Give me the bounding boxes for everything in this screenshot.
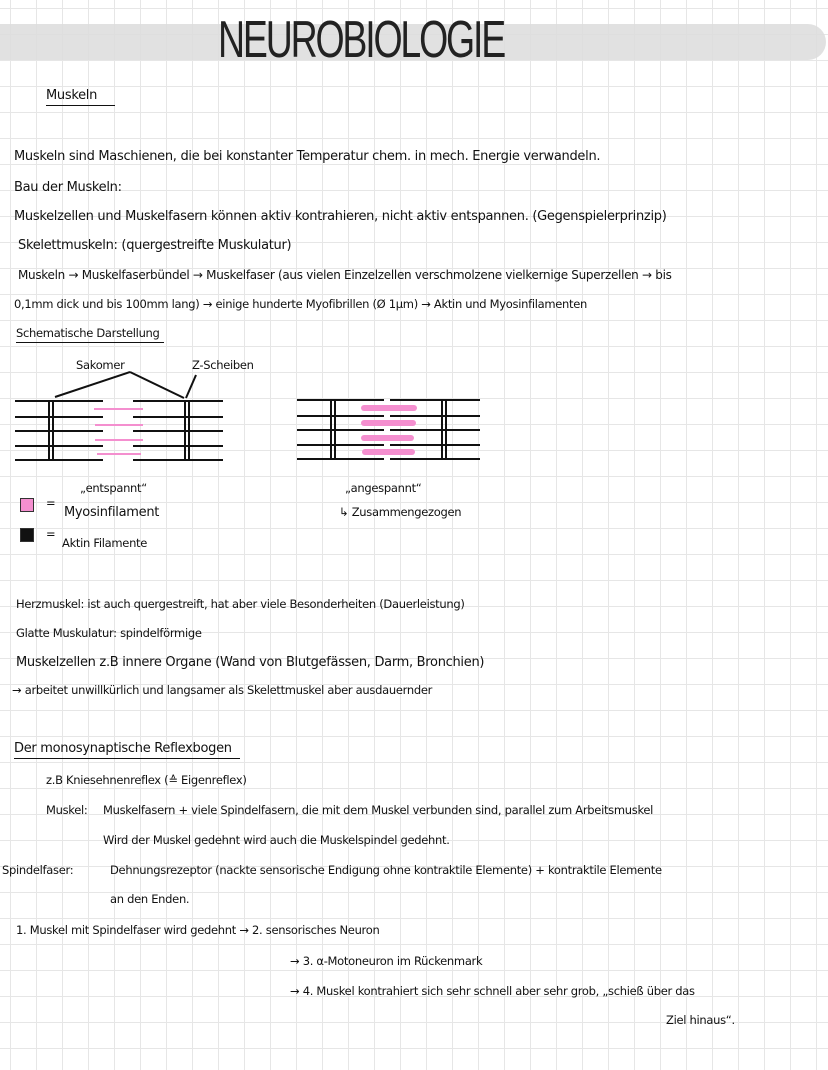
text-line: Bau der Muskeln: (14, 180, 122, 195)
text-line: 0,1mm dick und bis 100mm lang) → einige hunderte Myofibrillen (Ø 1µm) → Aktin und Myosinfilamenten (14, 297, 587, 311)
text-line: Muskelzellen und Muskelfasern können aktiv kontrahieren, nicht aktiv entspannen. (Gegenspielerprinzip) (14, 209, 667, 224)
pointer-line (55, 372, 130, 397)
diagram-heading: Schematische Darstellung (16, 326, 164, 343)
step-line: Ziel hinaus“. (666, 1013, 735, 1027)
label-z-scheiben: Z-Scheiben (192, 358, 254, 372)
pointer-line (130, 372, 184, 398)
pointer-line (186, 375, 196, 398)
step-line: 1. Muskel mit Spindelfaser wird gedehnt → 2. sensorisches Neuron (16, 923, 380, 937)
legend-label-actin: Aktin Filamente (62, 536, 148, 550)
page-title: NEUROBIOLOGIE (218, 11, 505, 69)
text-line: Muskelfasern + viele Spindelfasern, die mit dem Muskel verbunden sind, parallel zum Arbeitsmuskel (103, 803, 654, 817)
legend-eq: = (46, 496, 56, 510)
text-line: z.B Kniesehnenreflex (≙ Eigenreflex) (46, 773, 247, 787)
label-sarkomer: Sakomer (76, 358, 125, 372)
caption-relaxed: „entspannt“ (80, 481, 147, 495)
text-line: an den Enden. (110, 892, 190, 906)
caption-tense-note: ↳ Zusammengezogen (339, 505, 462, 519)
legend-eq: = (46, 527, 56, 541)
text-line: Glatte Muskulatur: spindelförmige (16, 626, 202, 640)
caption-tense: „angespannt“ (345, 481, 422, 495)
text-line: → arbeitet unwillkürlich und langsamer als Skelettmuskel aber ausdauernder (12, 683, 433, 697)
sarcomere-diagram (0, 0, 828, 480)
legend-swatch-myosin (20, 498, 34, 512)
legend-swatch-actin (20, 528, 34, 542)
section-heading-reflexbogen: Der monosynaptische Reflexbogen (14, 741, 240, 759)
text-line: Muskeln → Muskelfaserbündel → Muskelfaser (aus vielen Einzelzellen verschmolzene vielkernige Superzellen → bis (18, 268, 672, 282)
step-line: → 3. α-Motoneuron im Rückenmark (290, 954, 483, 968)
legend-label-myosin: Myosinfilament (64, 505, 160, 520)
spindel-label: Spindelfaser: (2, 863, 74, 877)
section-heading-muskeln: Muskeln (46, 88, 115, 106)
text-line: Skelettmuskeln: (quergestreifte Muskulatur) (18, 238, 292, 253)
muskel-label: Muskel: (46, 803, 88, 817)
step-line: → 4. Muskel kontrahiert sich sehr schnell aber sehr grob, „schieß über das (290, 984, 695, 998)
text-line: Muskeln sind Maschienen, die bei konstanter Temperatur chem. in mech. Energie verwandeln. (14, 149, 601, 164)
text-line: Herzmuskel: ist auch quergestreift, hat aber viele Besonderheiten (Dauerleistung) (16, 597, 465, 611)
text-line: Dehnungsrezeptor (nackte sensorische Endigung ohne kontraktile Elemente) + kontraktile Elemente (110, 863, 662, 877)
text-line: Wird der Muskel gedehnt wird auch die Muskelspindel gedehnt. (103, 833, 450, 847)
text-line: Muskelzellen z.B innere Organe (Wand von Blutgefässen, Darm, Bronchien) (16, 655, 485, 670)
